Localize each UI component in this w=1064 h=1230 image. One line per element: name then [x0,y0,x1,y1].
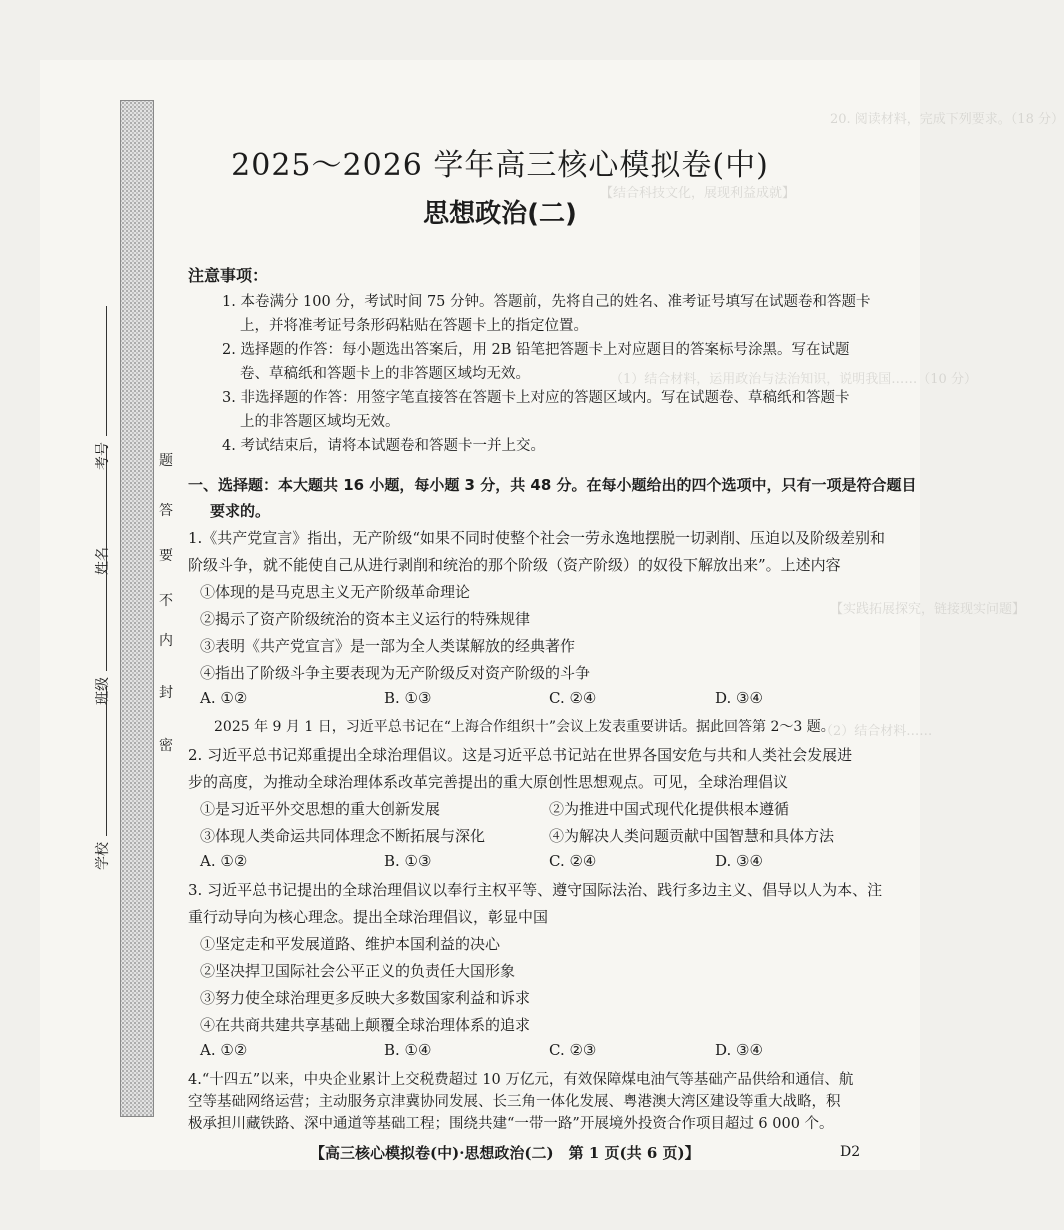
q1-item: ②揭示了资产阶级统治的资本主义运行的特殊规律 [200,610,531,628]
notice-line: 1. 本卷满分 100 分，考试时间 75 分钟。答题前，先将自己的姓名、准考证号填写在试题卷和答题卡 [222,294,871,310]
bleed-through-text: 【结合科技文化，展现利益成就】 [600,186,796,201]
school-blank[interactable] [96,686,107,836]
bleed-through-text: 20. 阅读材料，完成下列要求。（18 分） [830,112,1064,127]
q1-stem-cont: 阶级斗争，就不能使自己从进行剥削和统治的那个阶级（资产阶级）的奴役下解放出来”。上述内容 [188,556,841,574]
q2-item: ①是习近平外交思想的重大创新发展 [200,800,441,818]
subject-title: 思想政治(二) [423,199,577,229]
q3-item: ③努力使全球治理更多反映大多数国家利益和诉求 [200,989,531,1007]
exam-no-field[interactable] [92,306,112,470]
q1-option-d[interactable]: D. ③④ [715,689,763,707]
q3-item: ①坚定走和平发展道路、维护本国利益的决心 [200,935,501,953]
section-heading: 一、选择题：本大题共 16 小题，每小题 3 分，共 48 分。在每小题给出的四个选项中，只有一项是符合题目 [188,476,917,494]
notice-line: 卷、草稿纸和答题卡上的非答题区域均无效。 [240,366,530,382]
q3-option-b[interactable]: B. ①④ [384,1041,432,1059]
bleed-through-text: （1）结合材料，运用政治与法治知识，说明我国……（10 分） [610,372,977,387]
seal-char: 封 [159,685,173,701]
q1-item: ①体现的是马克思主义无产阶级革命理论 [200,583,471,601]
q2-item: ③体现人类命运共同体理念不断拓展与深化 [200,827,486,845]
q2-item: ④为解决人类问题贡献中国智慧和具体方法 [549,827,835,845]
q1-option-b[interactable]: B. ①③ [384,689,432,707]
bleed-through-text: （2）结合材料…… [820,724,933,739]
q2-option-c[interactable]: C. ②④ [549,852,597,870]
school-label: 学校 [95,842,111,870]
q3-stem: 3. 习近平总书记提出的全球治理倡议以奉行主权平等、遵守国际法治、践行多边主义、倡导以人为本、注 [188,881,883,899]
q3-item: ④在共商共建共享基础上颠覆全球治理体系的追求 [200,1016,531,1034]
notice-line: 3. 非选择题的作答：用签字笔直接答在答题卡上对应的答题区域内。写在试题卷、草稿纸和答题卡 [222,390,850,406]
notice-line: 上的非答题区域均无效。 [240,414,400,430]
q2-option-b[interactable]: B. ①③ [384,852,432,870]
notice-line: 上，并将准考证号条形码粘贴在答题卡上的指定位置。 [240,318,588,334]
name-label: 姓名 [95,547,111,575]
material-intro: 2025 年 9 月 1 日，习近平总书记在“上海合作组织十”会议上发表重要讲话。据此回答第 2～3 题。 [214,719,835,735]
notice-line: 4. 考试结束后，请将本试题卷和答题卡一并上交。 [222,438,545,454]
q3-option-a[interactable]: A. ①② [200,1041,248,1059]
q4-stem: 4.“十四五”以来，中央企业累计上交税费超过 10 万亿元，有效保障煤电油气等基础产品供给和通信、航 [188,1072,854,1088]
page-code: D2 [840,1144,861,1160]
seal-char: 答 [159,503,173,519]
q3-option-d[interactable]: D. ③④ [715,1041,763,1059]
exam-title: 2025～2026 学年高三核心模拟卷(中) [231,148,769,183]
seal-char: 要 [159,548,173,564]
q4-stem-cont: 极承担川藏铁路、深中通道等基础工程；围绕共建“一带一路”开展境外投资合作项目超过 6 000 个。 [188,1116,834,1132]
exam-no-label: 考号 [95,442,111,470]
seal-char: 不 [159,593,173,609]
q3-stem-cont: 重行动导向为核心理念。提出全球治理倡议，彰显中国 [188,908,549,926]
page-footer: 【高三核心模拟卷(中)·思想政治(二) 第 1 页(共 6 页)】 [310,1144,700,1162]
q2-stem: 2. 习近平总书记郑重提出全球治理倡议。这是习近平总书记站在世界各国安危与共和人类社会发展进 [188,746,853,764]
q2-option-a[interactable]: A. ①② [200,852,248,870]
q2-option-d[interactable]: D. ③④ [715,852,763,870]
bleed-through-text: 【实践拓展探究，链接现实问题】 [830,602,1026,617]
q4-stem-cont: 空等基础网络运营；主动服务京津冀协同发展、长三角一体化发展、粤港澳大湾区建设等重大战略，积 [188,1094,841,1110]
section-heading-cont: 要求的。 [210,502,271,520]
q2-item: ②为推进中国式现代化提供根本遵循 [549,800,790,818]
class-label: 班级 [95,677,111,705]
q2-stem-cont: 步的高度，为推动全球治理体系改革完善提出的重大原创性思想观点。可见，全球治理倡议 [188,773,789,791]
q1-option-a[interactable]: A. ①② [200,689,248,707]
q1-stem: 1.《共产党宣言》指出，无产阶级“如果不同时使整个社会一劳永逸地摆脱一切剥削、压迫以及阶级差别和 [188,529,885,547]
seal-char: 内 [159,633,173,649]
seal-char: 密 [159,738,173,754]
notice-heading: 注意事项： [188,266,269,285]
q1-option-c[interactable]: C. ②④ [549,689,597,707]
q3-item: ②坚决捍卫国际社会公平正义的负责任大国形象 [200,962,516,980]
q1-item: ③表明《共产党宣言》是一部为全人类谋解放的经典著作 [200,637,576,655]
binding-strip [120,100,154,1117]
q3-option-c[interactable]: C. ②③ [549,1041,597,1059]
exam-no-blank[interactable] [96,306,107,436]
notice-line: 2. 选择题的作答：每小题选出答案后，用 2B 铅笔把答题卡上对应题目的答案标号涂黑。写在试题 [222,342,850,358]
seal-char: 题 [159,453,173,469]
q1-item: ④指出了阶级斗争主要表现为无产阶级反对资产阶级的斗争 [200,664,591,682]
school-field[interactable] [92,686,112,870]
